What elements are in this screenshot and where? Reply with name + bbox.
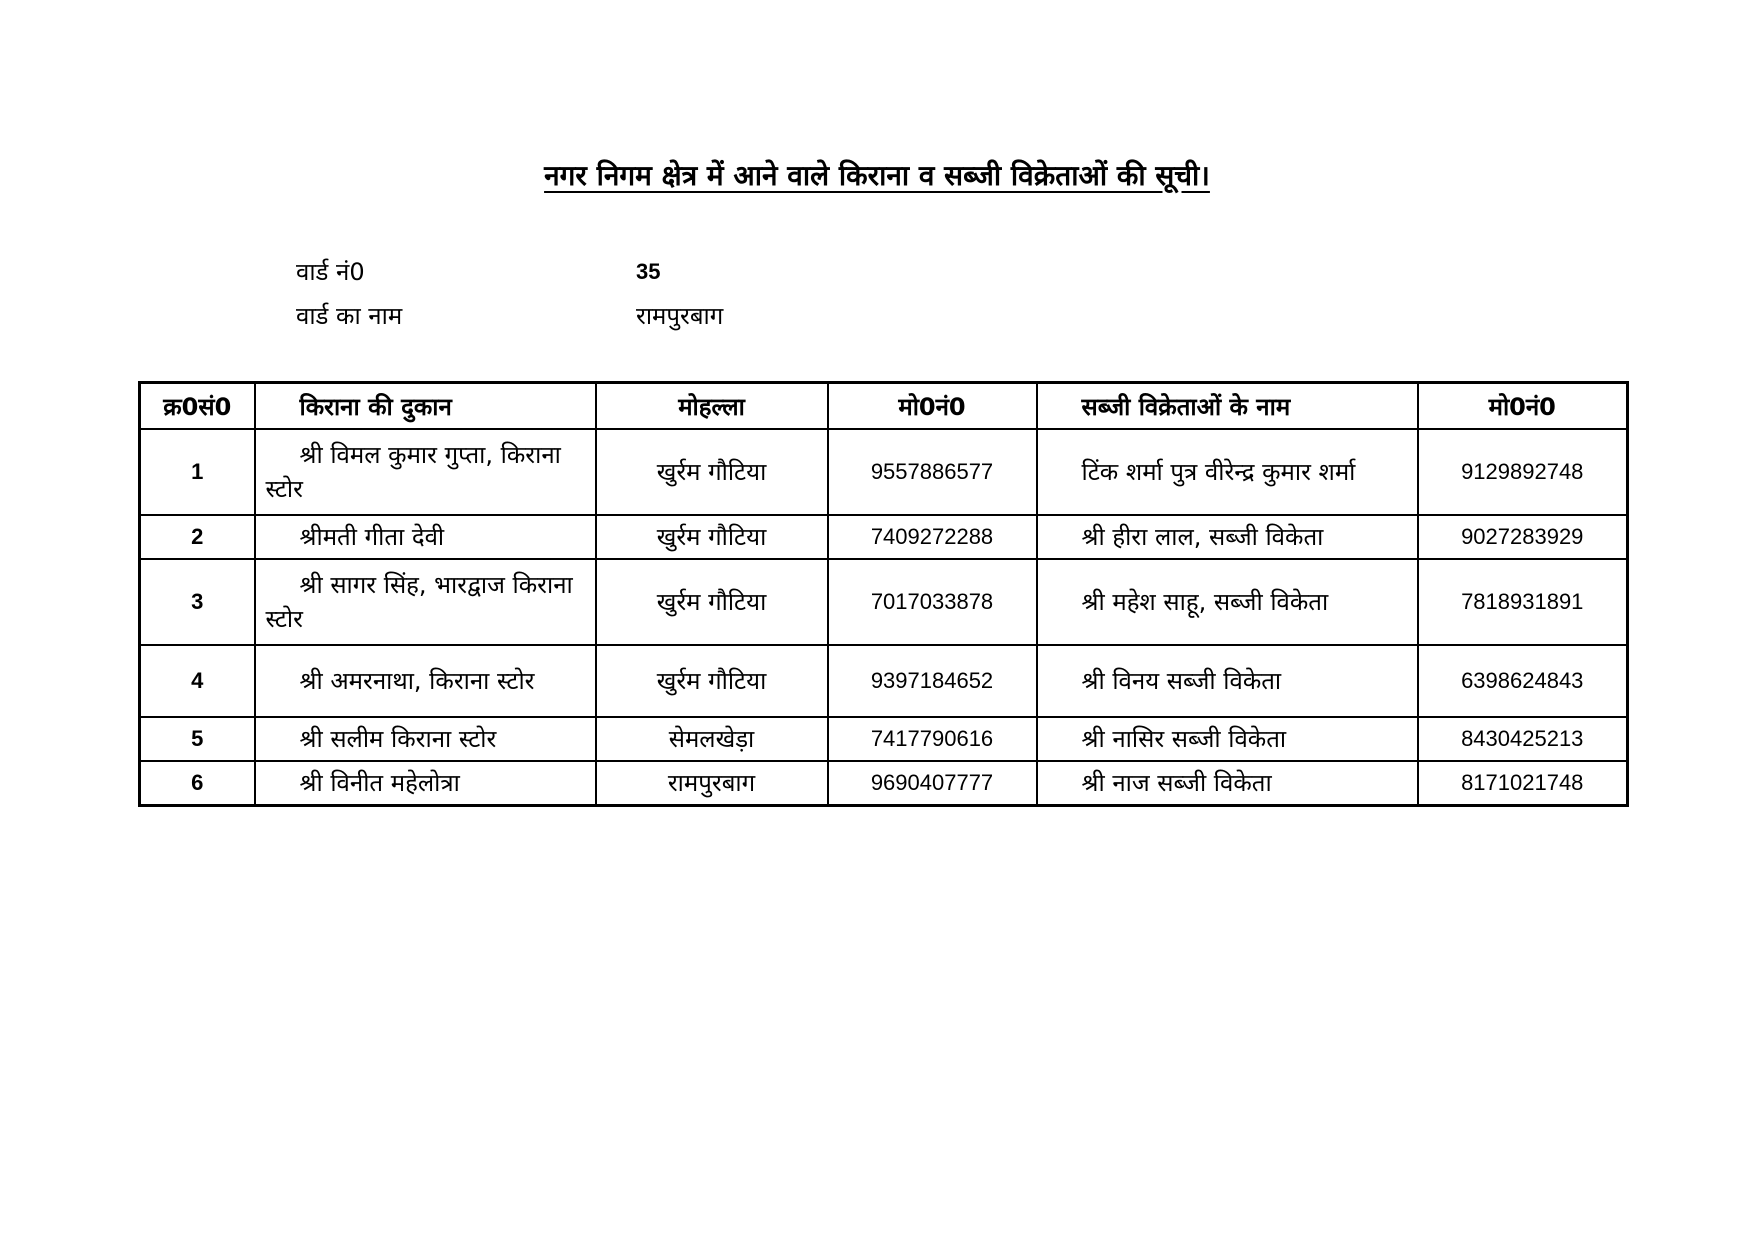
- table-row: [140, 515, 1628, 559]
- ward-name-value: रामपुरबाग: [636, 302, 724, 330]
- vendor-mobile-cell: 7818931891: [1418, 559, 1628, 645]
- vendor-mobile-cell: 6398624843: [1418, 645, 1628, 717]
- serial-no-cell: 4: [140, 645, 255, 717]
- shop-cell: [255, 761, 596, 806]
- vendor-cell: [1037, 559, 1418, 645]
- vendor-name: श्री हीरा लाल, सब्जी विकेता: [1081, 523, 1324, 551]
- table-row: [140, 761, 1628, 806]
- shop-name: श्री अमरनाथा, किराना स्टोर: [299, 667, 535, 695]
- serial-no-cell: 5: [140, 717, 255, 761]
- table-row: [140, 559, 1628, 645]
- shop-name: श्री सलीम किराना स्टोर: [299, 725, 497, 753]
- vendor-mobile-cell: 8430425213: [1418, 717, 1628, 761]
- shop-cell: [255, 515, 596, 559]
- vendor-cell: [1037, 717, 1418, 761]
- vendor-name: श्री नासिर सब्जी विकेता: [1081, 725, 1287, 753]
- table-row: [140, 717, 1628, 761]
- ward-number-label: वार्ड नं0: [296, 258, 365, 286]
- document-title: [0, 158, 1754, 194]
- shop-mobile-cell: 9557886577: [828, 429, 1037, 515]
- vendor-cell: [1037, 761, 1418, 806]
- mohalla-cell: खुर्रम गौटिया: [596, 515, 828, 559]
- shop-mobile-cell: 7409272288: [828, 515, 1037, 559]
- vendor-name: टिंक शर्मा पुत्र वीरेन्द्र कुमार शर्मा: [1081, 458, 1356, 486]
- vendor-table-body: [140, 429, 1628, 806]
- header-shop-mobile: मो0नं0: [828, 383, 1037, 430]
- mohalla-cell: खुर्रम गौटिया: [596, 645, 828, 717]
- shop-mobile-cell: 9690407777: [828, 761, 1037, 806]
- vendor-mobile-cell: 9027283929: [1418, 515, 1628, 559]
- vendor-table: [138, 381, 1629, 807]
- shop-mobile-cell: 9397184652: [828, 645, 1037, 717]
- mohalla-cell: रामपुरबाग: [596, 761, 828, 806]
- ward-number-value: 35: [636, 259, 661, 284]
- shop-cell: [255, 645, 596, 717]
- shop-name: श्री विमल कुमार गुप्ता, किराना स्टोर: [265, 441, 561, 503]
- vendor-mobile-cell: 8171021748: [1418, 761, 1628, 806]
- shop-name: श्रीमती गीता देवी: [299, 523, 445, 551]
- shop-mobile-cell: 7417790616: [828, 717, 1037, 761]
- mohalla-cell: खुर्रम गौटिया: [596, 429, 828, 515]
- header-mohalla: मोहल्ला: [596, 383, 828, 430]
- vendor-cell: [1037, 645, 1418, 717]
- header-serial-no: क्र0सं0: [140, 383, 255, 430]
- vendor-name: श्री महेश साहू, सब्जी विकेता: [1081, 588, 1329, 616]
- shop-name: श्री सागर सिंह, भारद्वाज किराना स्टोर: [265, 571, 573, 633]
- vendor-name: श्री नाज सब्जी विकेता: [1081, 769, 1272, 797]
- vendor-name: श्री विनय सब्जी विकेता: [1081, 667, 1282, 695]
- vendor-cell: [1037, 429, 1418, 515]
- shop-cell: [255, 429, 596, 515]
- vendor-mobile-cell: 9129892748: [1418, 429, 1628, 515]
- header-grocery-shop: किराना की दुकान: [255, 383, 596, 430]
- vendor-cell: [1037, 515, 1418, 559]
- table-row: [140, 645, 1628, 717]
- header-row: [140, 383, 1628, 430]
- ward-name-label: वार्ड का नाम: [296, 302, 403, 330]
- serial-no-cell: 6: [140, 761, 255, 806]
- table-row: [140, 429, 1628, 515]
- serial-no-cell: 2: [140, 515, 255, 559]
- document-title-text: नगर निगम क्षेत्र में आने वाले किराना व सब्जी विक्रेताओं की सूची।: [544, 159, 1210, 192]
- serial-no-cell: 1: [140, 429, 255, 515]
- vendor-table-head: [140, 383, 1628, 430]
- shop-cell: [255, 717, 596, 761]
- header-vegetable-vendor: सब्जी विक्रेताओं के नाम: [1037, 383, 1418, 430]
- header-vendor-mobile: मो0नं0: [1418, 383, 1628, 430]
- serial-no-cell: 3: [140, 559, 255, 645]
- mohalla-cell: खुर्रम गौटिया: [596, 559, 828, 645]
- shop-name: श्री विनीत महेलोत्रा: [299, 769, 460, 797]
- mohalla-cell: सेमलखेड़ा: [596, 717, 828, 761]
- shop-cell: [255, 559, 596, 645]
- shop-mobile-cell: 7017033878: [828, 559, 1037, 645]
